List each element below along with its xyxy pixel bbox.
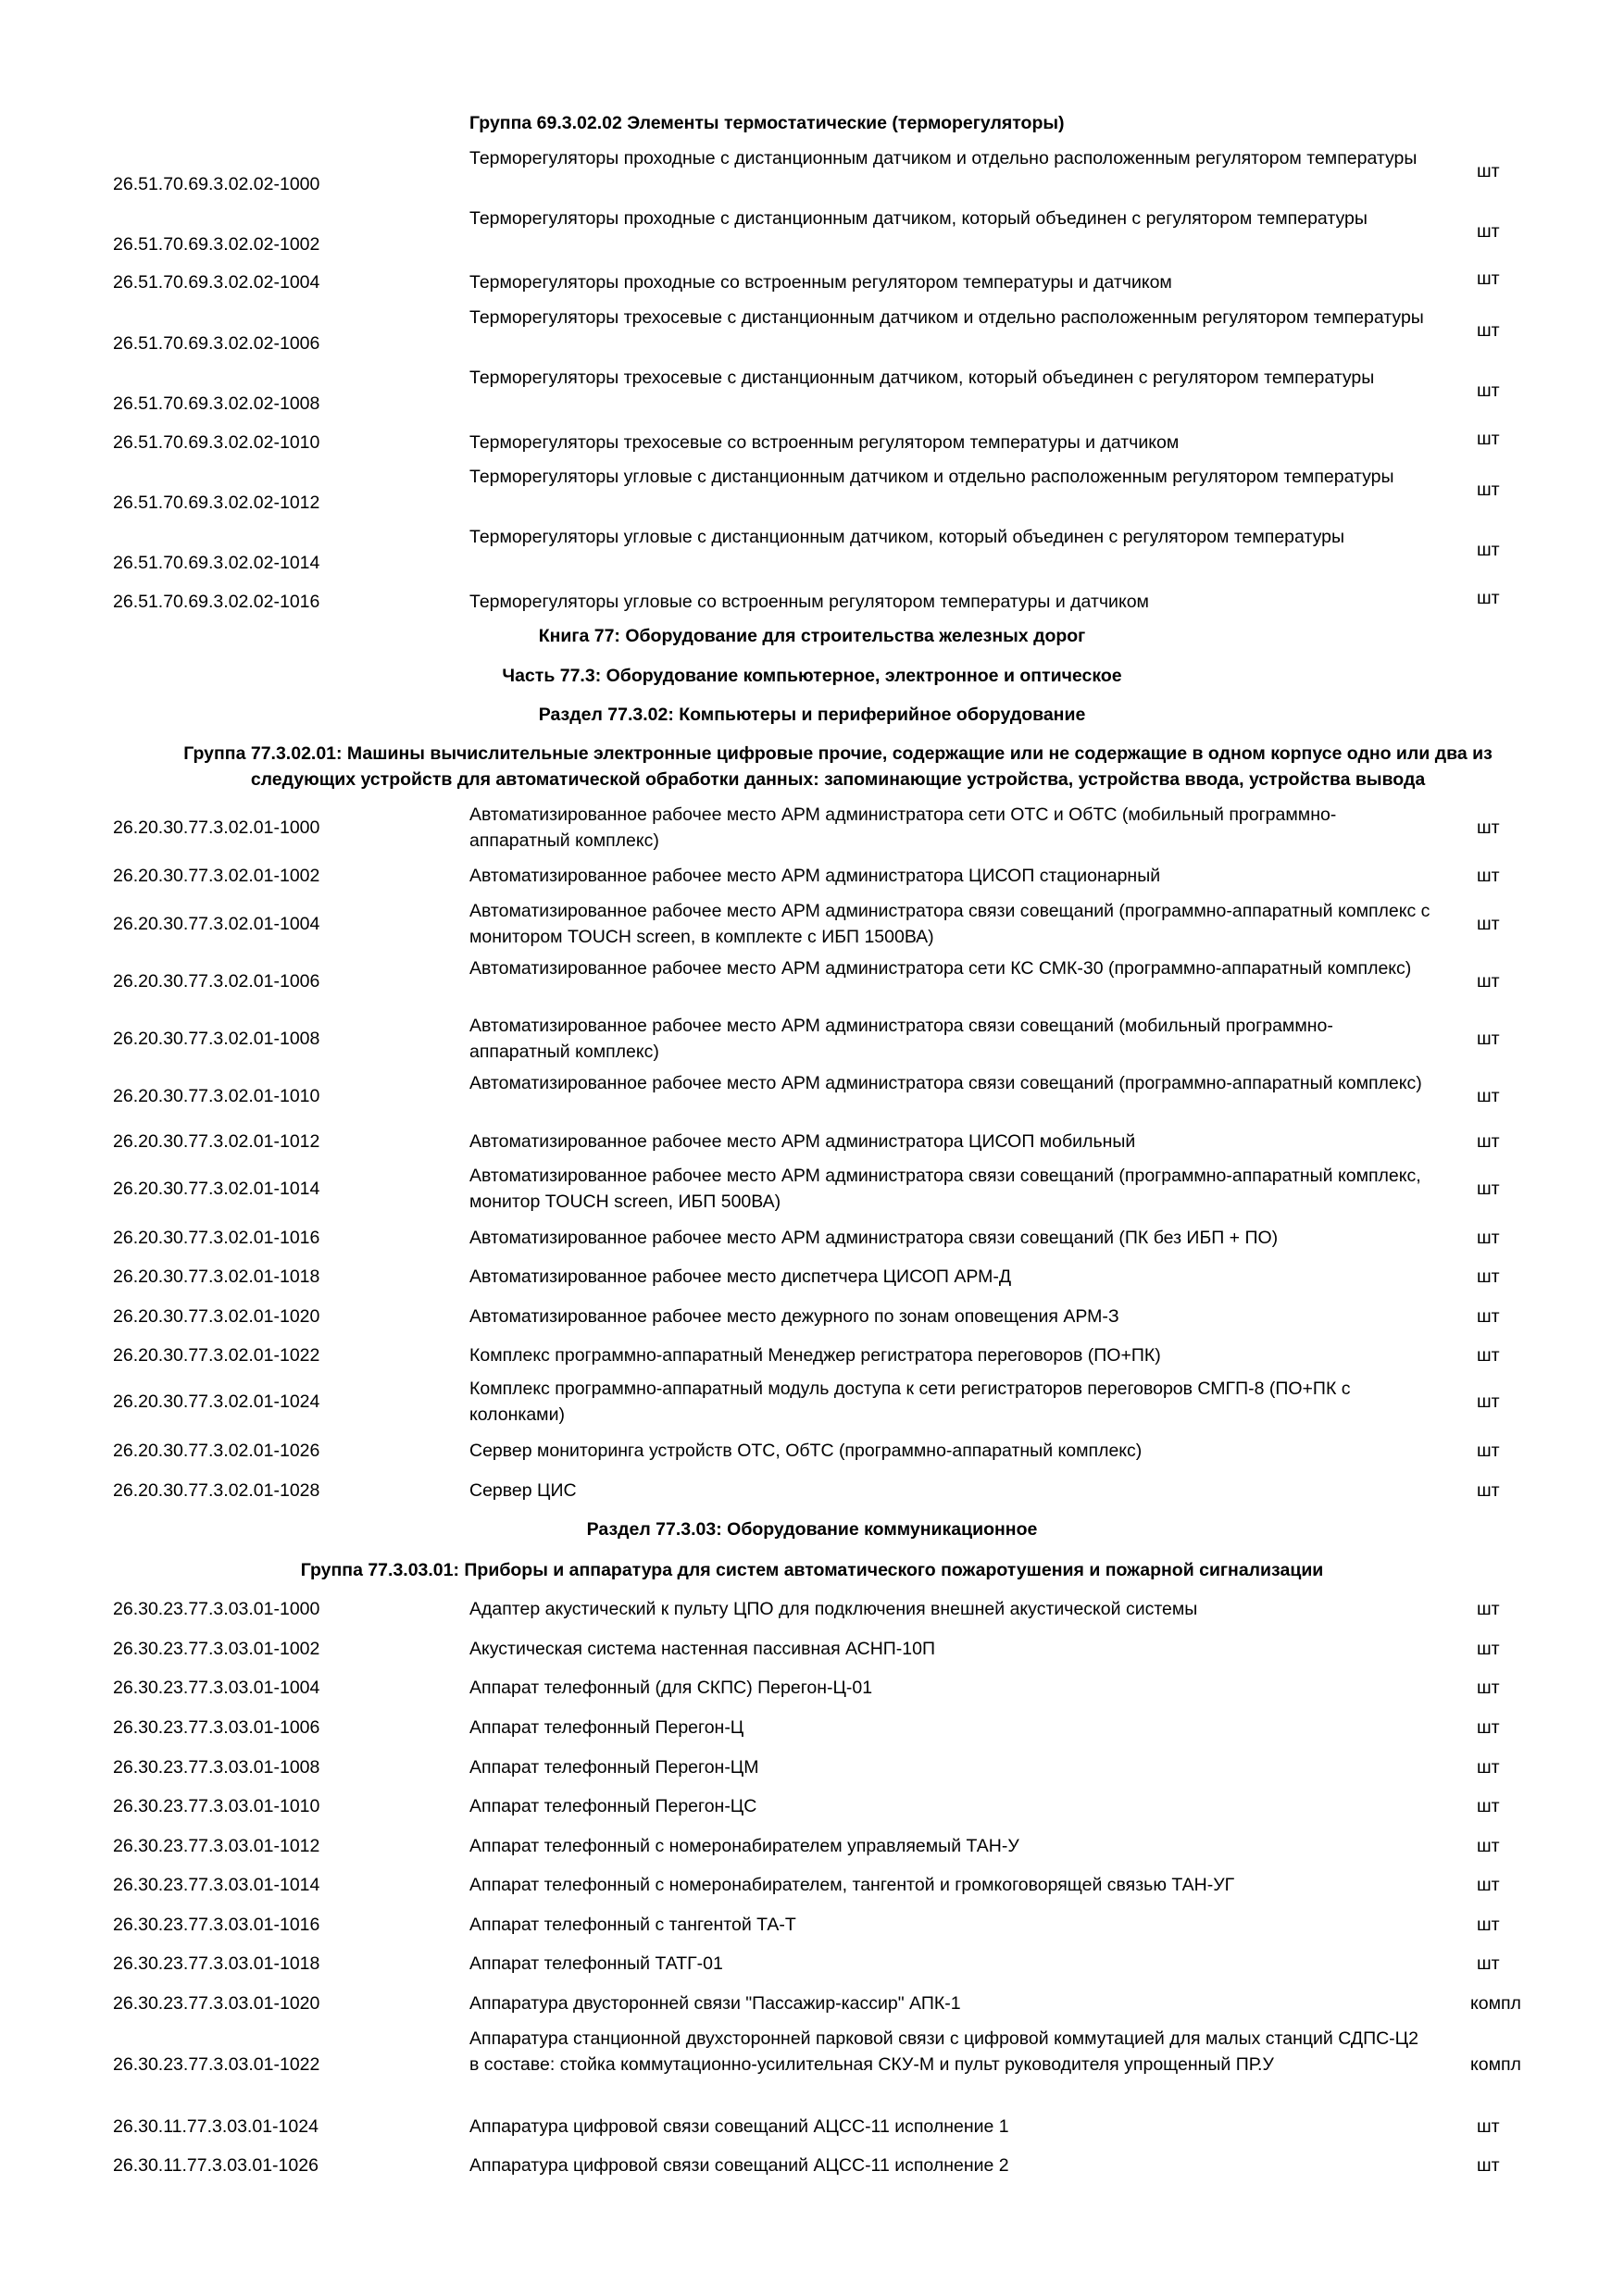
table-row	[0, 1754, 1624, 1780]
row-name: Сервер ЦИС	[469, 1480, 577, 1501]
table-row	[0, 1833, 1624, 1859]
row-code: 26.30.23.77.3.03.01-1010	[113, 1796, 320, 1816]
row-name: Комплекс программно-аппаратный модуль доступа к сети регистраторов переговоров СМГП-8 (ПО+ПК с колонками)	[469, 1379, 1351, 1425]
book-heading: Книга 77: Оборудование для строительства железных дорог	[538, 626, 1086, 646]
section-heading: Раздел 77.3.02: Компьютеры и периферийное оборудование	[538, 705, 1086, 725]
row-name: Аппарат телефонный (для СКПС) Перегон-Ц-01	[469, 1678, 873, 1698]
row-name: Комплекс программно-аппаратный Менеджер регистратора переговоров (ПО+ПК)	[469, 1345, 1161, 1366]
row-name: Терморегуляторы трехосевые со встроенным регулятором температуры и датчиком	[469, 432, 1180, 453]
row-unit: шт	[1477, 1441, 1500, 1461]
table-row	[0, 1070, 1624, 1122]
row-name: Автоматизированное рабочее место АРМ администратора связи совещаний (программно-аппаратный комплекс с монитором TOUCH screen, в комплекте с ИБП 1500ВА)	[469, 901, 1430, 947]
row-name: Аппарат телефонный Перегон-ЦМ	[469, 1757, 759, 1778]
row-code: 26.20.30.77.3.02.01-1018	[113, 1267, 320, 1287]
table-row	[0, 955, 1624, 1007]
table-row	[0, 1264, 1624, 1290]
row-code: 26.51.70.69.3.02.02-1014	[113, 553, 320, 573]
row-code: 26.20.30.77.3.02.01-1024	[113, 1391, 320, 1412]
row-unit: шт	[1477, 381, 1500, 401]
table-row	[0, 1951, 1624, 1977]
row-code: 26.30.23.77.3.03.01-1004	[113, 1678, 320, 1698]
row-unit: шт	[1477, 1480, 1500, 1501]
row-name: Терморегуляторы угловые с дистанционным датчиком, который объединен с регулятором температуры	[469, 527, 1344, 547]
row-unit: шт	[1477, 2116, 1500, 2137]
row-code: 26.20.30.77.3.02.01-1008	[113, 1029, 320, 1049]
row-name: Аппаратура цифровой связи совещаний АЦСС-11 исполнение 1	[469, 2116, 1009, 2137]
row-code: 26.30.11.77.3.03.01-1026	[113, 2155, 319, 2176]
row-name: Аппаратура цифровой связи совещаний АЦСС-11 исполнение 2	[469, 2155, 1009, 2176]
group-heading: Группа 77.3.03.01: Приборы и аппаратура для систем автоматического пожаротушения и пожарной сигнализации	[300, 1560, 1324, 1580]
row-code: 26.20.30.77.3.02.01-1000	[113, 817, 320, 838]
table-row	[0, 2152, 1624, 2178]
group-heading: Группа 77.3.02.01: Машины вычислительные электронные цифровые прочие, содержащие или не содержащие в одном корпусе одно или два из следующих устройств для автоматической обработки данных: запоминающие устройства, устройства ввода, устройства вывода	[183, 743, 1493, 790]
row-code: 26.51.70.69.3.02.02-1012	[113, 493, 320, 513]
section-heading: Раздел 77.3.03: Оборудование коммуникационное	[586, 1519, 1038, 1540]
row-name: Автоматизированное рабочее место АРМ администратора ЦИСОП мобильный	[469, 1131, 1136, 1152]
row-code: 26.51.70.69.3.02.02-1008	[113, 393, 320, 414]
row-code: 26.51.70.69.3.02.02-1006	[113, 333, 320, 354]
table-row	[0, 1129, 1624, 1154]
table-row	[0, 524, 1624, 576]
row-unit: шт	[1477, 1639, 1500, 1659]
row-name: Аппарат телефонный Перегон-ЦС	[469, 1796, 757, 1816]
table-row	[0, 1376, 1624, 1428]
row-name: Автоматизированное рабочее место АРМ администратора связи совещаний (программно-аппаратный комплекс, монитор TOUCH screen, ИБП 500ВА)	[469, 1166, 1421, 1212]
row-code: 26.30.23.77.3.03.01-1008	[113, 1757, 320, 1778]
row-name: Терморегуляторы проходные с дистанционным датчиком, который объединен с регулятором температуры	[469, 208, 1368, 229]
row-unit: шт	[1477, 320, 1500, 341]
row-code: 26.20.30.77.3.02.01-1014	[113, 1179, 320, 1199]
table-row	[0, 426, 1624, 452]
row-unit: шт	[1477, 1915, 1500, 1935]
row-unit: шт	[1477, 2155, 1500, 2176]
row-unit: шт	[1477, 1345, 1500, 1366]
row-name: Аппаратура двусторонней связи "Пассажир-кассир" АПК-1	[469, 1993, 961, 2014]
row-name: Автоматизированное рабочее место АРМ администратора связи совещаний (мобильный программно-аппаратный комплекс)	[469, 1016, 1333, 1062]
row-code: 26.30.23.77.3.03.01-1006	[113, 1717, 320, 1738]
row-unit: шт	[1477, 866, 1500, 886]
table-row	[0, 1478, 1624, 1504]
table-row	[0, 1596, 1624, 1622]
table-row	[0, 1715, 1624, 1741]
row-name: Автоматизированное рабочее место АРМ администратора ЦИСОП стационарный	[469, 866, 1161, 886]
row-unit: шт	[1477, 480, 1500, 500]
table-row	[0, 206, 1624, 257]
row-name: Аппарат телефонный с номеронабирателем, тангентой и громкоговорящей связью ТАН-УГ	[469, 1875, 1235, 1895]
row-unit: шт	[1477, 1717, 1500, 1738]
row-name: Автоматизированное рабочее место АРМ администратора сети КС СМК-30 (программно-аппаратный комплекс)	[469, 958, 1412, 979]
row-name: Автоматизированное рабочее место дежурного по зонам оповещения АРМ-З	[469, 1306, 1119, 1327]
row-unit: шт	[1477, 268, 1500, 289]
row-code: 26.30.23.77.3.03.01-1014	[113, 1875, 320, 1895]
row-unit: шт	[1477, 1267, 1500, 1287]
row-code: 26.51.70.69.3.02.02-1000	[113, 174, 320, 194]
table-row	[0, 1163, 1624, 1215]
row-unit: шт	[1477, 1599, 1500, 1619]
row-code: 26.20.30.77.3.02.01-1010	[113, 1086, 320, 1106]
row-name: Аппарат телефонный с тангентой ТА-Т	[469, 1915, 796, 1935]
table-row	[0, 1990, 1624, 2016]
row-unit: шт	[1477, 971, 1500, 992]
row-unit: шт	[1477, 1757, 1500, 1778]
table-row	[0, 863, 1624, 889]
row-unit: шт	[1477, 1131, 1500, 1152]
row-unit: шт	[1477, 1678, 1500, 1698]
row-unit: шт	[1477, 429, 1500, 449]
row-code: 26.30.23.77.3.03.01-1000	[113, 1599, 320, 1619]
table-row	[0, 1013, 1624, 1065]
row-unit: шт	[1477, 1086, 1500, 1106]
row-code: 26.30.23.77.3.03.01-1012	[113, 1836, 320, 1856]
row-code: 26.20.30.77.3.02.01-1028	[113, 1480, 320, 1501]
table-row	[0, 365, 1624, 417]
row-name: Аппарат телефонный ТАТГ-01	[469, 1953, 723, 1974]
row-unit: шт	[1477, 221, 1500, 242]
row-code: 26.20.30.77.3.02.01-1016	[113, 1228, 320, 1248]
row-name: Автоматизированное рабочее место АРМ администратора связи совещаний (ПК без ИБП + ПО)	[469, 1228, 1279, 1248]
row-name: Терморегуляторы угловые со встроенным регулятором температуры и датчиком	[469, 592, 1149, 612]
row-unit: шт	[1477, 1796, 1500, 1816]
row-unit: шт	[1477, 588, 1500, 608]
table-row	[0, 1304, 1624, 1329]
row-code: 26.30.23.77.3.03.01-1002	[113, 1639, 320, 1659]
row-code: 26.30.23.77.3.03.01-1020	[113, 1993, 320, 2014]
row-code: 26.20.30.77.3.02.01-1002	[113, 866, 320, 886]
row-unit: шт	[1477, 817, 1500, 838]
row-name: Автоматизированное рабочее место АРМ администратора связи совещаний (программно-аппаратный комплекс)	[469, 1073, 1422, 1093]
table-row	[0, 1636, 1624, 1662]
row-unit: шт	[1477, 1875, 1500, 1895]
row-name: Аппарат телефонный с номеронабирателем управляемый ТАН-У	[469, 1836, 1019, 1856]
row-name: Терморегуляторы трехосевые с дистанционным датчиком, который объединен с регулятором температуры	[469, 368, 1375, 388]
row-name: Сервер мониторинга устройств ОТС, ОбТС (программно-аппаратный комплекс)	[469, 1441, 1143, 1461]
row-unit: шт	[1477, 1179, 1500, 1199]
part-heading: Часть 77.3: Оборудование компьютерное, электронное и оптическое	[502, 666, 1122, 686]
row-unit: шт	[1477, 1029, 1500, 1049]
row-unit: шт	[1477, 914, 1500, 934]
row-unit: шт	[1477, 1391, 1500, 1412]
row-code: 26.51.70.69.3.02.02-1004	[113, 272, 320, 293]
row-unit: шт	[1477, 1953, 1500, 1974]
row-code: 26.20.30.77.3.02.01-1026	[113, 1441, 320, 1461]
row-code: 26.30.23.77.3.03.01-1022	[113, 2054, 320, 2075]
row-code: 26.20.30.77.3.02.01-1006	[113, 971, 320, 992]
table-row	[0, 2026, 1624, 2103]
row-code: 26.51.70.69.3.02.02-1016	[113, 592, 320, 612]
row-code: 26.20.30.77.3.02.01-1012	[113, 1131, 320, 1152]
row-unit: шт	[1477, 540, 1500, 560]
group-heading: Группа 69.3.02.02 Элементы термостатические (терморегуляторы)	[469, 113, 1065, 133]
table-row	[0, 145, 1624, 197]
row-unit: шт	[1477, 1228, 1500, 1248]
row-code: 26.20.30.77.3.02.01-1004	[113, 914, 320, 934]
row-unit: компл	[1470, 2054, 1521, 2075]
row-code: 26.20.30.77.3.02.01-1020	[113, 1306, 320, 1327]
table-row	[0, 898, 1624, 950]
row-name: Терморегуляторы трехосевые с дистанционным датчиком и отдельно расположенным регулятором температуры	[469, 307, 1424, 328]
row-name: Автоматизированное рабочее место диспетчера ЦИСОП АРМ-Д	[469, 1267, 1012, 1287]
row-name: Аппарат телефонный Перегон-Ц	[469, 1717, 744, 1738]
row-unit: компл	[1470, 1993, 1521, 2014]
row-code: 26.51.70.69.3.02.02-1002	[113, 234, 320, 255]
row-name: Терморегуляторы проходные с дистанционным датчиком и отдельно расположенным регулятором температуры	[469, 148, 1418, 168]
row-code: 26.30.23.77.3.03.01-1018	[113, 1953, 320, 1974]
table-row	[0, 464, 1624, 516]
row-name: Терморегуляторы угловые с дистанционным датчиком и отдельно расположенным регулятором температуры	[469, 467, 1394, 487]
row-code: 26.30.11.77.3.03.01-1024	[113, 2116, 319, 2137]
row-unit: шт	[1477, 161, 1500, 181]
table-row	[0, 1912, 1624, 1938]
row-name: Адаптер акустический к пульту ЦПО для подключения внешней акустической системы	[469, 1599, 1198, 1619]
table-row	[0, 1438, 1624, 1464]
table-row	[0, 305, 1624, 356]
table-row	[0, 1342, 1624, 1368]
table-row	[0, 1793, 1624, 1819]
table-row	[0, 2114, 1624, 2140]
table-row	[0, 802, 1624, 854]
row-name: Аппаратура станционной двухсторонней парковой связи с цифровой коммутацией для малых станций СДПС-Ц2 в составе: стойка коммутационно-усилительная СКУ-М и пульт руководителя упрощенный ПР.У	[469, 2028, 1418, 2075]
row-code: 26.30.23.77.3.03.01-1016	[113, 1915, 320, 1935]
row-code: 26.20.30.77.3.02.01-1022	[113, 1345, 320, 1366]
row-unit: шт	[1477, 1836, 1500, 1856]
row-name: Акустическая система настенная пассивная АСНП-10П	[469, 1639, 936, 1659]
row-name: Автоматизированное рабочее место АРМ администратора сети ОТС и ОбТС (мобильный программно-аппаратный комплекс)	[469, 805, 1337, 851]
table-row	[0, 266, 1624, 292]
table-row	[0, 1675, 1624, 1701]
table-row	[0, 585, 1624, 611]
table-row	[0, 1225, 1624, 1251]
table-row	[0, 1872, 1624, 1898]
row-unit: шт	[1477, 1306, 1500, 1327]
row-name: Терморегуляторы проходные со встроенным регулятором температуры и датчиком	[469, 272, 1172, 293]
row-code: 26.51.70.69.3.02.02-1010	[113, 432, 320, 453]
